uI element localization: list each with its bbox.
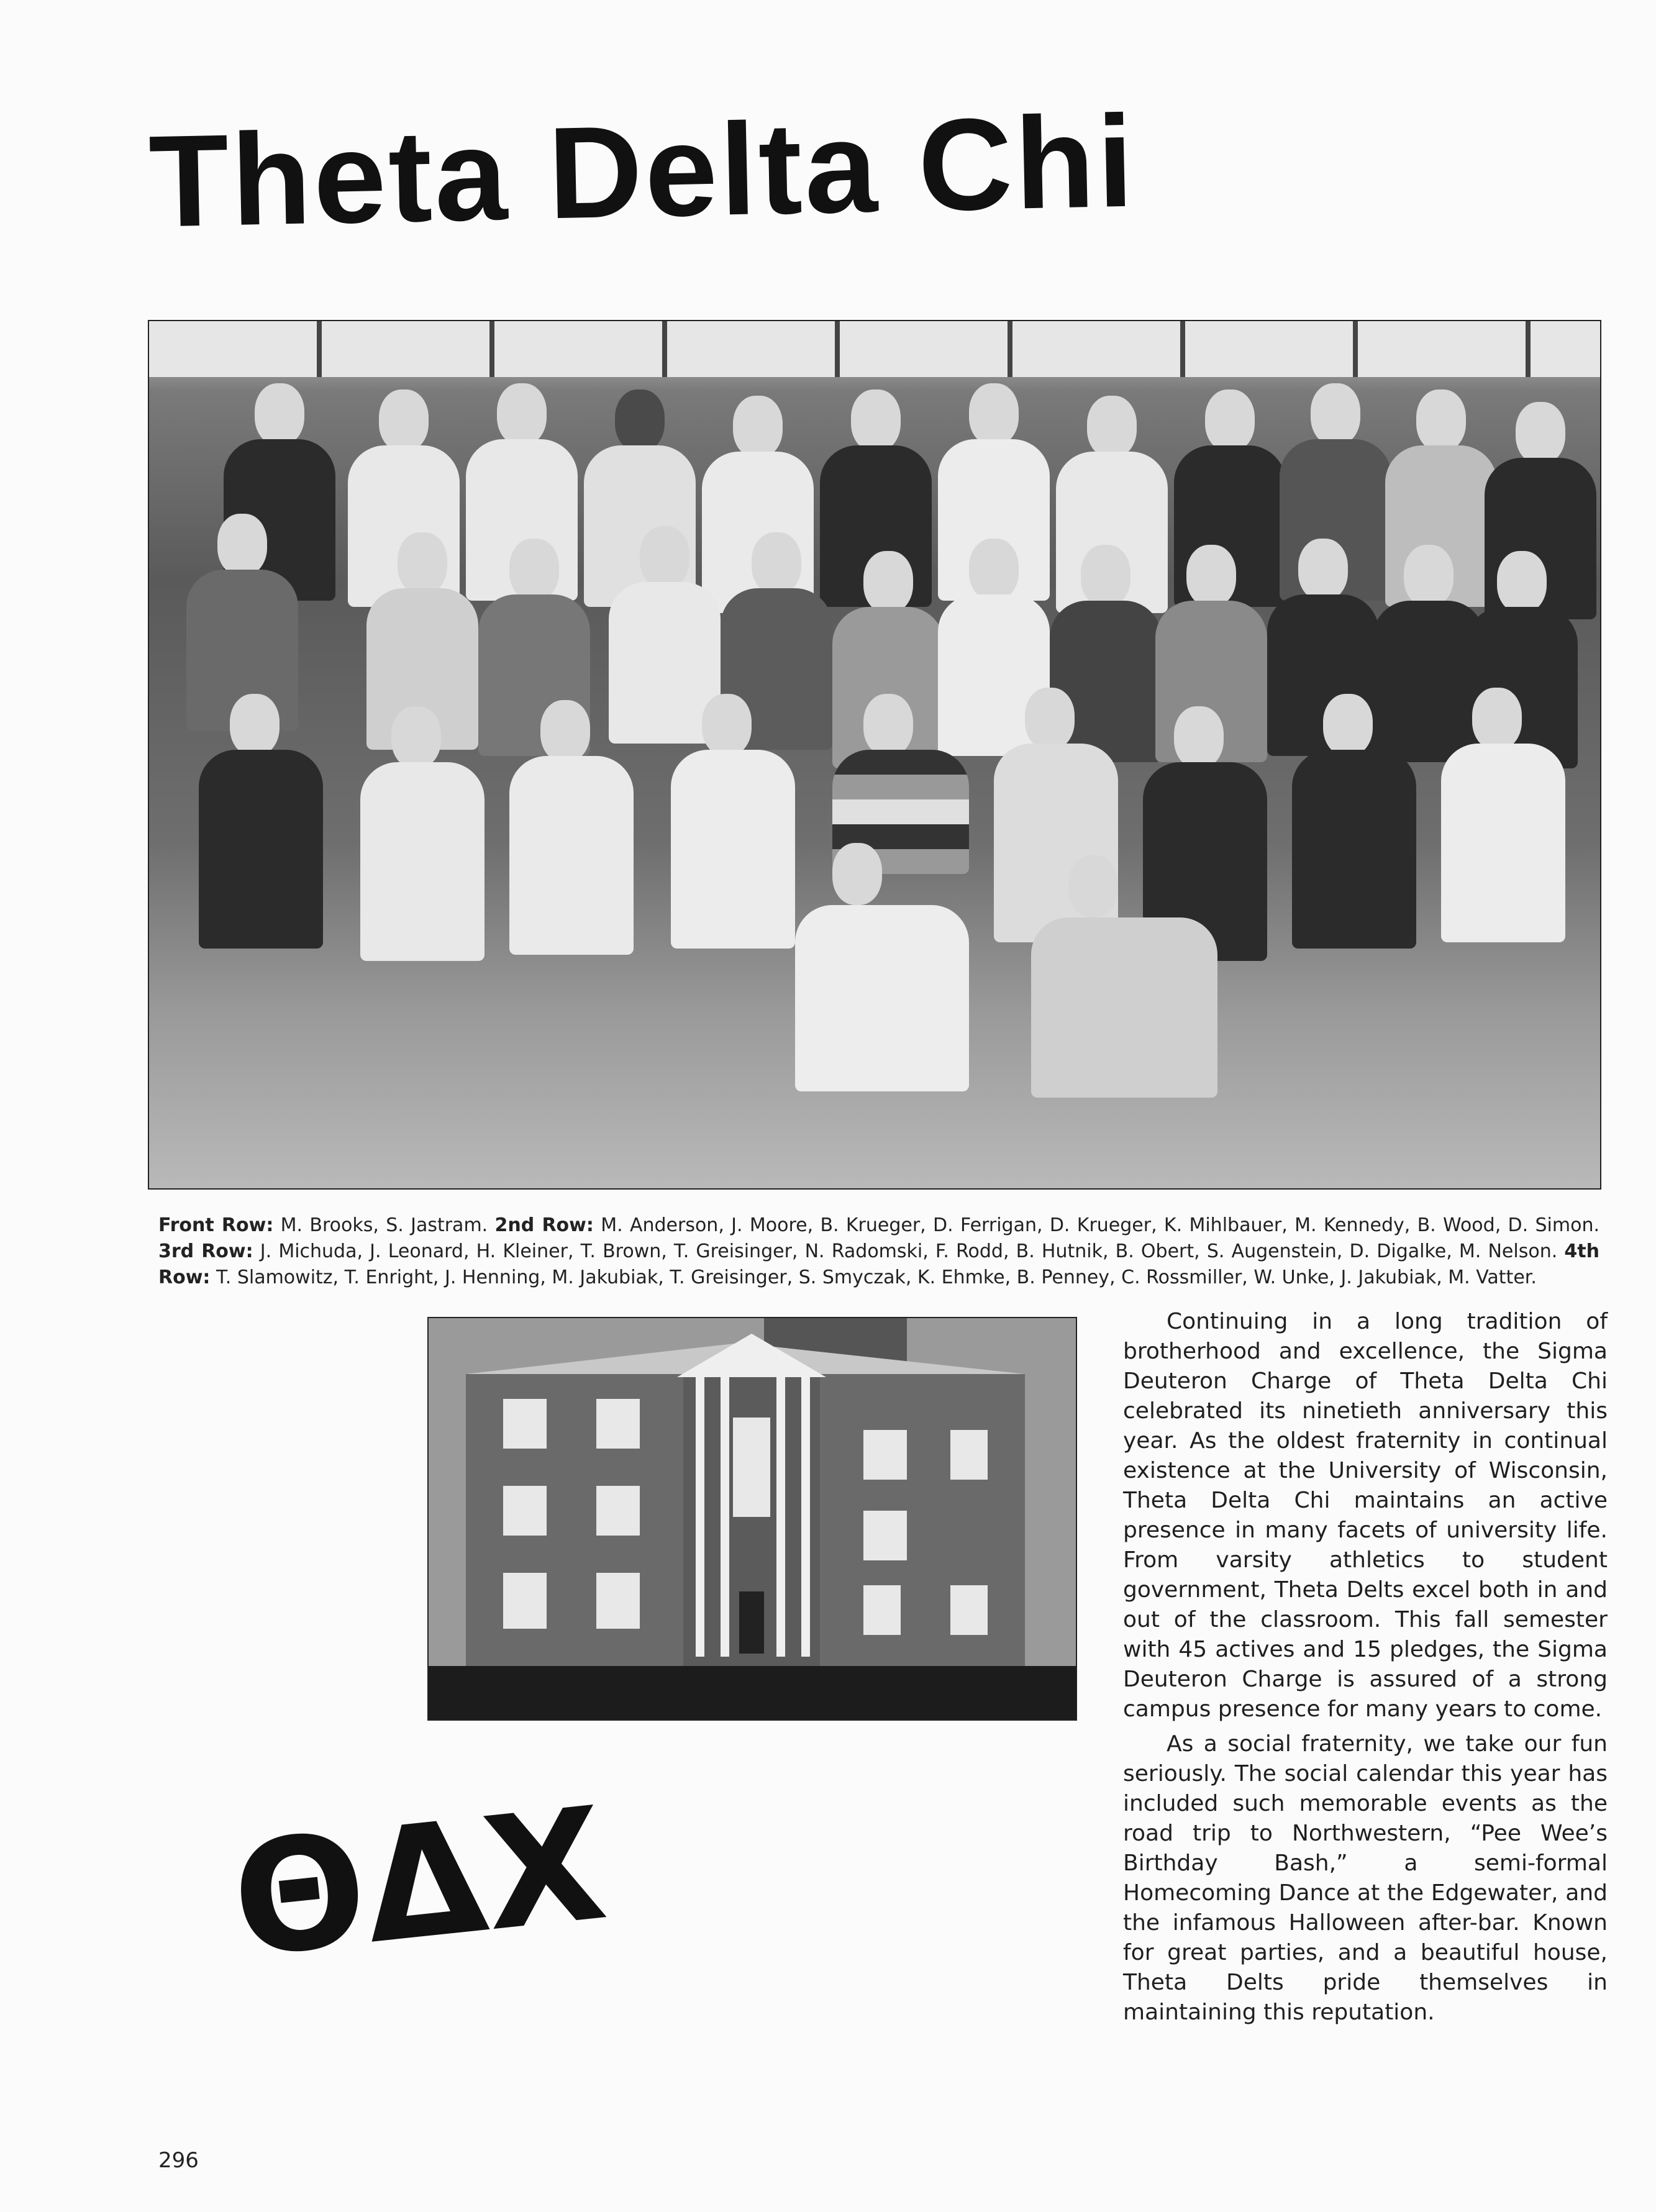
caption-row-names: M. Anderson, J. Moore, B. Krueger, D. Ferrigan, D. Krueger, K. Mihlbauer, M. Kennedy, B. Wood, D. Simon. [601,1214,1599,1236]
house-illustration [429,1318,1077,1721]
ceiling-tiles [149,321,1600,377]
caption-row-names: M. Brooks, S. Jastram. [280,1214,488,1236]
caption-row-names: J. Michuda, J. Leonard, H. Kleiner, T. Brown, T. Greisinger, N. Radomski, F. Rodd, B. Hutnik, B. Obert, S. Augenstein, D. Digalke, M. Nelson. [260,1240,1558,1262]
article-paragraph: As a social fraternity, we take our fun seriously. The social calendar this year has included such memorable events as the road trip to Northwestern, “Pee Wee’s Birthday Bash,” a semi-formal Homecoming Dance at the Edgewater, and the infamous Halloween after-bar. Known for great parties, and a beautiful house, Theta Delts pride themselves in maintaining this reputation. [1123,1731,1608,2025]
caption-row-names: T. Slamowitz, T. Enright, J. Henning, M. Jakubiak, T. Greisinger, S. Smyczak, K. Ehmke, B. Penney, C. Rossmiller, W. Unke, J. Jakubiak, M. Vatter. [216,1267,1537,1288]
greek-letters: ΘΔΧ [224,1773,614,1992]
group-photo [148,320,1601,1190]
caption-row-label: 2nd Row: [494,1214,594,1236]
article-body [1123,1307,1608,2032]
photo-caption [158,1213,1599,1291]
chapter-house-photo [427,1317,1077,1721]
caption-row-label: 3rd Row: [158,1240,253,1262]
article-paragraph: Continuing in a long tradition of brotherhood and excellence, the Sigma Deuteron Charge of Theta Delta Chi celebrated its ninetieth anniversary this year. As the oldest fraternity in continual existence at the University of Wisconsin, Theta Delta Chi maintains an active presence in many facets of university life. From varsity athletics to student government, Theta Delts excel both in and out of the classroom. This fall semester with 45 actives and 15 pledges, the Sigma Deuteron Charge is assured of a strong campus presence for many years to come. [1123,1309,1608,1722]
page-title: Theta Delta Chi [147,88,1137,255]
caption-row-label: Front Row: [158,1214,274,1236]
page-number: 296 [158,2148,199,2173]
members-crowd [174,371,1578,1185]
caption-row-label: 4th Row: [158,1240,1599,1288]
